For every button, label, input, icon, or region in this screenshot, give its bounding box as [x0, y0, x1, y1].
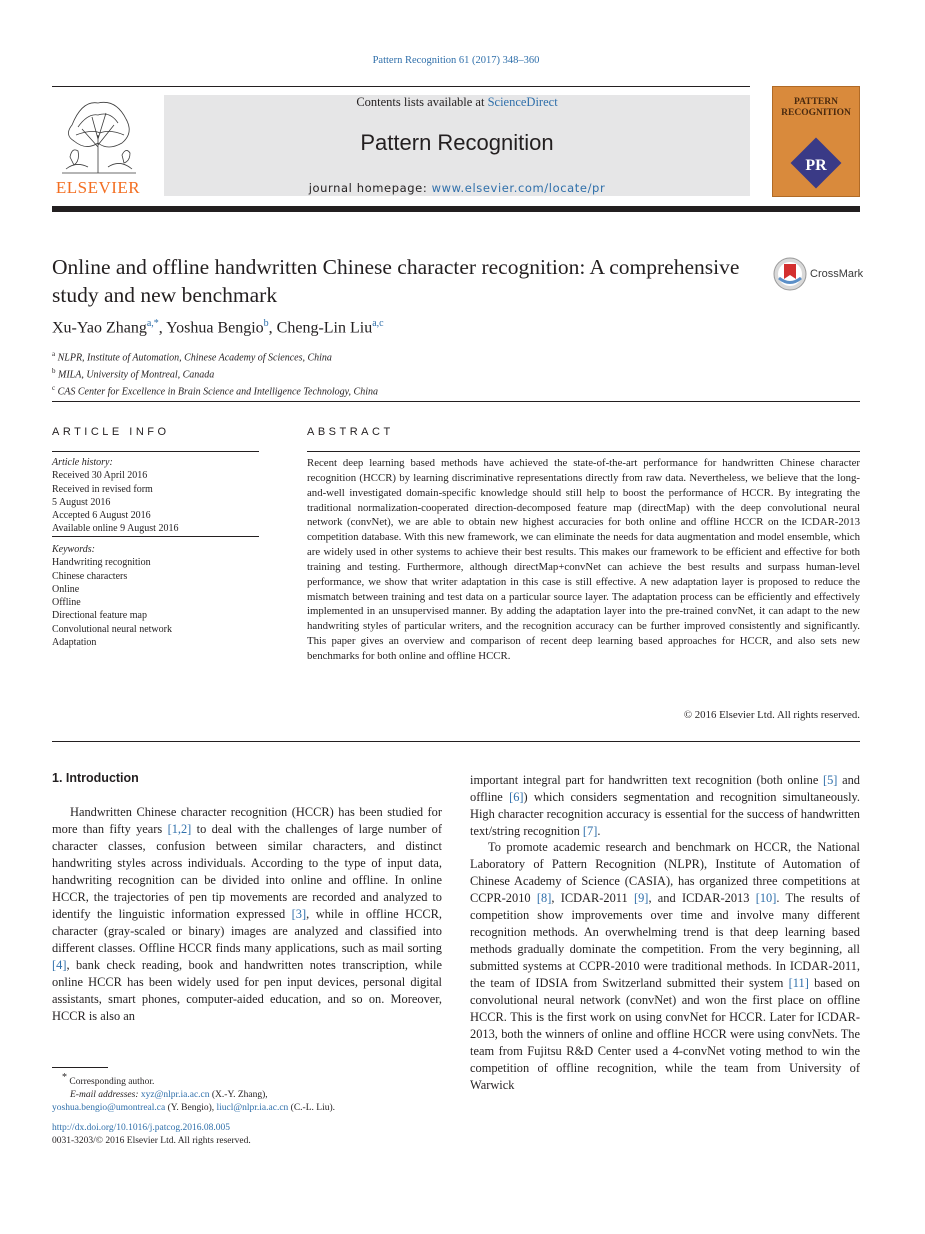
email-line	[52, 1089, 452, 1102]
paragraph-text: and offline	[470, 773, 860, 804]
paragraph-text: important integral part for handwritten text recognition (both online	[470, 773, 823, 787]
author-list: Xu-Yao Zhang$^{a,*}$, Yoshua Bengio$^b$, Cheng-Lin Liu$^{a,c}$	[52, 318, 384, 337]
affiliation-mark: a	[52, 350, 56, 358]
header-thick-rule	[52, 206, 860, 212]
affiliation-mark: b	[52, 366, 56, 375]
crossmark-icon[interactable]	[773, 257, 807, 291]
citation-link[interactable]: [10]	[755, 891, 777, 905]
keyword-item: Directional feature map	[52, 610, 147, 622]
homepage-prefix: journal homepage:	[308, 181, 432, 195]
history-item: Received in revised form	[52, 483, 153, 495]
article-info-rule	[52, 451, 259, 452]
citation-link[interactable]: [5]	[822, 773, 838, 787]
article-history	[52, 456, 259, 536]
author-affiliation-mark[interactable]: b	[263, 318, 269, 329]
homepage-link[interactable]: www.elsevier.com/locate/pr	[431, 181, 606, 195]
crossmark-label[interactable]: CrossMark	[810, 268, 864, 280]
history-item: Available online 9 August 2016	[52, 523, 179, 535]
email-owner: (C.-L. Liu).	[288, 1103, 335, 1114]
history-item: Received 30 April 2016	[52, 470, 148, 482]
paragraph-text: To promote academic research and benchmark on HCCR, the National Laboratory of Pattern Recognition (NLPR), Institute of Automation of Chinese Academy of Science (CASIA), has organized three competitions at CCPR-2010	[470, 840, 860, 905]
affiliation-item	[52, 365, 378, 382]
citation-link[interactable]: [11]	[788, 976, 809, 990]
article-title: Online and offline handwritten Chinese character recognition: A comprehensive study and new benchmark	[52, 255, 740, 307]
doi-link[interactable]: http://dx.doi.org/10.1016/j.patcog.2016.08.005	[52, 1123, 230, 1133]
corresponding-mark: *	[62, 1072, 67, 1083]
author-affiliation-mark[interactable]: a,c	[372, 318, 384, 329]
abstract-text: Recent deep learning based methods have achieved the state-of-the-art performance for handwritten Chinese character recognition (HCCR) by learning discriminative representations directly from raw data. Nevertheless, we believe that the long-and-well investigated domain-specific knowledge should still help to boost the performance of HCCR. By integrating the traditional normalization-cooperated direction-decomposed feature map (directMap) with the deep convolutional neural network (convNet), we are able to obtain new highest accuracies for both online and offline HCCR on the ICDAR-2013 competition database. With this new framework, we can eliminate the needs for data augmentation and model ensemble, which are widely used in other systems to achieve their best results. This makes our framework to be efficient and effective for both training and testing. Furthermore, although directMap+convNet can achieve the best results and surpass human-level performance, we show that writer adaptation in this case is still effective. A new adaptation layer is proposed to reduce the mismatch between training and test data on a particular source layer. The adaptation process can be efficiently and effectively implemented in an unsupervised manner. By adding the adaptation layer into the pre-trained convNet, it can adapt to the new handwriting styles of particular writers, and the recognition accuracy can be further improved consistently and significantly. This paper gives an overview and comparison of recent deep learning based approaches for HCCR, and also sets new benchmarks for both online and offline HCCR.	[307, 457, 860, 662]
paragraph-text: Handwritten Chinese character recognition (HCCR) has been studied for more than fifty years	[52, 805, 442, 836]
author-name[interactable]: Xu-Yao Zhang	[52, 319, 147, 337]
keyword-item: Handwriting recognition	[52, 557, 151, 569]
affiliation-mark: c	[52, 383, 56, 392]
svg-text:PR: PR	[805, 157, 827, 174]
history-label: Article history:	[52, 457, 113, 468]
paragraph-text: , and ICDAR-2013	[648, 891, 756, 905]
affiliation-text: MILA, University of Montreal, Canada	[58, 369, 215, 381]
email-link[interactable]: liucl@nlpr.ia.ac.cn	[216, 1103, 289, 1114]
author-name[interactable]: Cheng-Lin Liu	[276, 319, 373, 337]
contents-prefix: Contents lists available at	[356, 95, 488, 109]
paragraph-text: , bank check reading, book and handwritten notes transcription, while online HCCR has been widely used for pen input devices, personal digital assistants, smart phones, computer-aided education, and so on. Moreover, HCCR is also an	[52, 958, 442, 1023]
header-top-rule	[52, 86, 750, 87]
footnote-rule	[52, 1067, 108, 1068]
history-item: 5 August 2016	[52, 496, 111, 508]
email-line	[52, 1102, 452, 1115]
keyword-item: Offline	[52, 597, 81, 609]
history-item: Accepted 6 August 2016	[52, 510, 151, 522]
paragraph-text: , ICDAR-2011	[551, 891, 634, 905]
email-owner: (Y. Bengio),	[165, 1103, 217, 1114]
issn-copyright: 0031-3203/© 2016 Elsevier Ltd. All rights reserved.	[52, 1136, 251, 1146]
citation-link[interactable]: [8]	[536, 891, 552, 905]
contents-line	[164, 95, 750, 110]
journal-reference[interactable]: Pattern Recognition 61 (2017) 348–360	[372, 55, 540, 66]
email-owner: (X.-Y. Zhang),	[209, 1090, 268, 1101]
affiliation-text: CAS Center for Excellence in Brain Science and Intelligence Technology, China	[57, 385, 378, 397]
journal-homepage	[164, 181, 750, 195]
keywords-label: Keywords:	[52, 544, 95, 555]
paragraph-text: based on convolutional neural network (convNet) and won the first place on offline HCCR. This is the first work on using convNet for HCCR. Later for ICDAR-2013, both the winners of online and offline HCCR were using convNets. The team from Fujitsu R&D Center used a 4-convNet voting method to win the competition of offline recognition, while the team from University of Warwick	[470, 976, 860, 1092]
corresponding-text: Corresponding author.	[69, 1077, 155, 1088]
keyword-item: Adaptation	[52, 637, 97, 649]
author-affiliation-mark[interactable]: a,*	[146, 318, 159, 329]
keyword-item: Chinese characters	[52, 570, 128, 582]
paragraph-text: , while in offline HCCR, character (gray-scaled or binary) images are analyzed and classified into different classes. Offline HCCR finds many applications, such as mail sorting	[52, 907, 443, 955]
citation-link[interactable]: [6]	[509, 790, 524, 804]
keyword-item: Convolutional neural network	[52, 623, 172, 635]
email-label: E-mail addresses:	[70, 1090, 139, 1101]
article-info-heading: ARTICLE INFO	[52, 426, 170, 438]
section-divider	[52, 741, 860, 742]
affiliations	[52, 348, 378, 398]
abstract-copyright: © 2016 Elsevier Ltd. All rights reserved.	[683, 709, 860, 721]
paragraph-text: .	[597, 824, 601, 838]
paragraph-text: . The results of competition show improvements over time and involve many different recognition methods. An overwhelming trend is that deep learning based methods gradually dominate the competition. From the very beginning, all submitted systems at CCPR-2010 were traditional methods. In ICDAR-2011, the team of IDSIA from Switzerland submitted their system	[470, 891, 860, 990]
cover-emblem-icon	[790, 137, 842, 189]
citation-link[interactable]: [7]	[582, 824, 598, 838]
affiliation-item	[52, 348, 378, 365]
sciencedirect-link[interactable]: ScienceDirect	[487, 95, 558, 109]
citation-link[interactable]: [4]	[52, 958, 67, 972]
section-divider	[52, 401, 860, 402]
paragraph-text: to deal with the challenges of large number of character classes, confusion between similar characters, and distinct handwriting styles across individuals. According to the type of input data, handwriting recognition can be divided into online and offline. In online HCCR, the trajectories of pen tip movements are recorded and analyzed to identify the linguistic information expressed	[52, 822, 442, 921]
intro-paragraph-2	[470, 839, 860, 1094]
author-name[interactable]: Yoshua Bengio	[166, 319, 264, 337]
section-heading-introduction: 1. Introduction	[52, 771, 139, 785]
paragraph-text: ) which considers segmentation and recognition simultaneously. High character recognition accuracy is essential for the success of handwritten text/string recognition	[470, 790, 861, 838]
keywords	[52, 543, 259, 649]
abstract-rule	[307, 451, 860, 452]
article-info-rule	[52, 536, 259, 537]
citation-link[interactable]: [9]	[633, 891, 649, 905]
elsevier-wordmark: ELSEVIER	[55, 178, 141, 197]
keyword-item: Online	[52, 583, 80, 595]
citation-link[interactable]: [3]	[291, 907, 307, 921]
intro-paragraph-1	[52, 804, 442, 1025]
corresponding-author-note	[52, 1071, 452, 1089]
email-link[interactable]: xyz@nlpr.ia.ac.cn	[140, 1090, 210, 1101]
cover-title: PATTERN RECOGNITION	[781, 97, 851, 118]
citation-link[interactable]: [1,2]	[167, 822, 192, 836]
email-link[interactable]: yoshua.bengio@umontreal.ca	[52, 1103, 166, 1114]
affiliation-item	[52, 382, 378, 399]
footnotes	[52, 1071, 452, 1115]
abstract-heading: ABSTRACT	[307, 426, 394, 438]
intro-paragraph-continuation	[470, 772, 860, 840]
affiliation-text: NLPR, Institute of Automation, Chinese Academy of Sciences, China	[57, 352, 332, 364]
journal-name: Pattern Recognition	[360, 130, 554, 155]
